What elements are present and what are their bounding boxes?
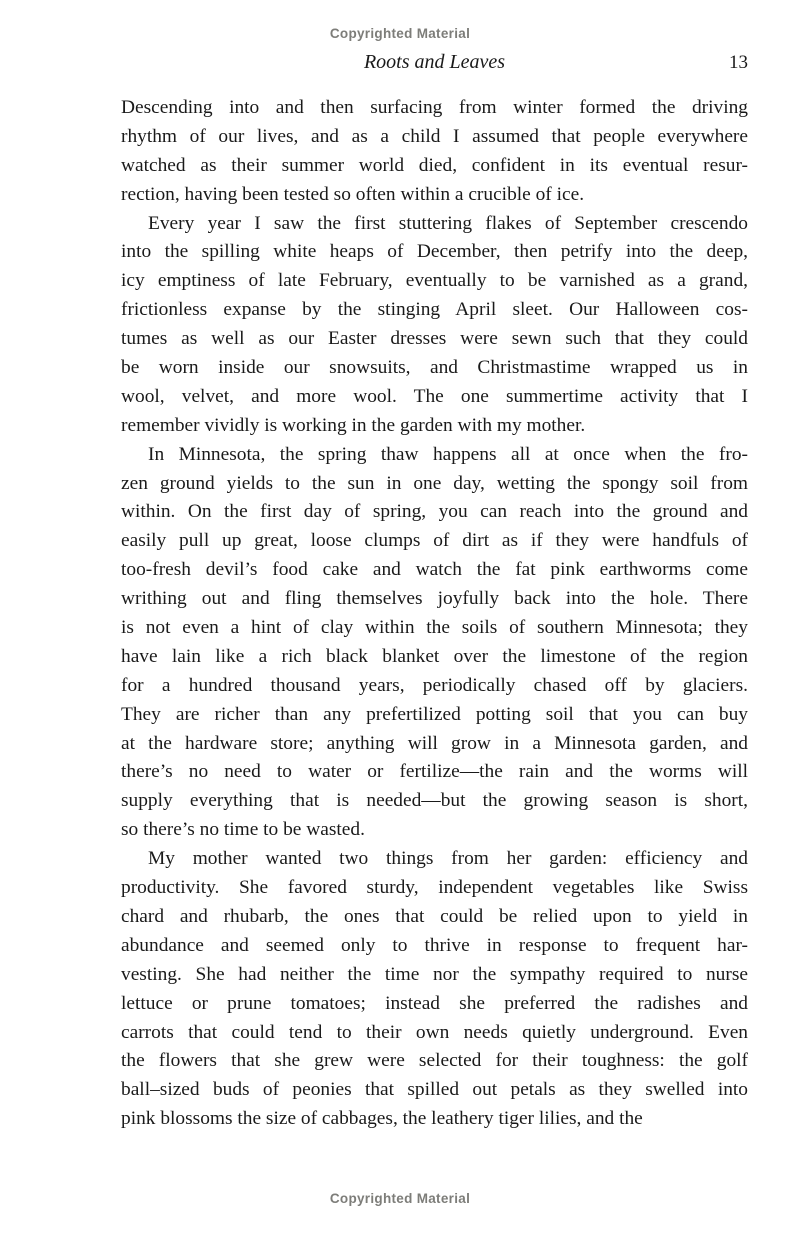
text-line: at the hardware store; anything will grow in a Minnesota garden, and — [121, 732, 748, 754]
text-line: be worn inside our snowsuits, and Christmastime wrapped us in — [121, 357, 748, 379]
paragraph — [121, 94, 748, 210]
text-line: easily pull up great, loose clumps of dirt as if they were handfuls of — [121, 530, 748, 552]
text-line: is not even a hint of clay within the soils of southern Minnesota; they — [121, 617, 748, 639]
text-line: tumes as well as our Easter dresses were sewn such that they could — [121, 328, 748, 350]
text-line: Every year I saw the first stuttering flakes of September crescendo — [148, 212, 748, 234]
text-line: rection, having been tested so often within a crucible of ice. — [121, 183, 585, 205]
text-line: pink blossoms the size of cabbages, the leathery tiger lilies, and the — [121, 1108, 643, 1130]
text-line: so there’s no time to be wasted. — [121, 819, 365, 841]
text-line: the flowers that she grew were selected for their toughness: the golf — [121, 1050, 748, 1072]
copyright-notice-top: Copyrighted Material — [329, 26, 471, 41]
text-line: supply everything that is needed—but the growing season is short, — [121, 790, 748, 812]
text-line: remember vividly is working in the garden with my mother. — [121, 414, 586, 436]
text-line: there’s no need to water or fertilize—the rain and the worms will — [121, 761, 748, 783]
text-line: into the spilling white heaps of December, then petrify into the deep, — [121, 241, 748, 263]
text-line: chard and rhubarb, the ones that could be relied upon to yield in — [121, 905, 748, 927]
text-line: In Minnesota, the spring thaw happens all at once when the fro- — [148, 443, 748, 465]
paragraph — [121, 845, 748, 1134]
paragraph — [121, 441, 748, 845]
running-head — [121, 51, 748, 77]
text-line: frictionless expanse by the stinging April sleet. Our Halloween cos- — [121, 299, 748, 321]
text-line: Descending into and then surfacing from winter formed the driving — [121, 97, 748, 118]
text-line: zen ground yields to the sun in one day, wetting the spongy soil from — [121, 472, 748, 494]
text-line: icy emptiness of late February, eventually to be varnished as a grand, — [121, 270, 748, 292]
text-line: writhing out and fling themselves joyfully back into the hole. There — [121, 588, 748, 610]
text-line: My mother wanted two things from her garden: efficiency and — [148, 848, 748, 870]
text-line: vesting. She had neither the time nor the sympathy required to nurse — [121, 963, 748, 985]
text-line: for a hundred thousand years, periodically chased off by glaciers. — [121, 674, 748, 696]
copyright-notice-bottom: Copyrighted Material — [329, 1191, 471, 1206]
text-line: watched as their summer world died, confident in its eventual resur- — [121, 154, 748, 176]
text-line: have lain like a rich black blanket over the limestone of the region — [121, 645, 748, 667]
page-number: 13 — [729, 52, 748, 73]
running-head-title: Roots and Leaves — [363, 51, 506, 73]
text-line: lettuce or prune tomatoes; instead she preferred the radishes and — [121, 992, 748, 1014]
text-line: They are richer than any prefertilized potting soil that you can buy — [121, 703, 748, 725]
text-line: rhythm of our lives, and as a child I assumed that people everywhere — [121, 125, 748, 147]
text-line: too-fresh devil’s food cake and watch the fat pink earthworms come — [121, 559, 748, 581]
text-line: abundance and seemed only to thrive in response to frequent har- — [121, 934, 748, 956]
text-line: wool, velvet, and more wool. The one summertime activity that I — [121, 385, 748, 407]
text-line: productivity. She favored sturdy, independent vegetables like Swiss — [121, 877, 748, 899]
text-line: within. On the first day of spring, you can reach into the ground and — [121, 501, 748, 523]
paragraph — [121, 210, 748, 441]
text-line: ball–sized buds of peonies that spilled out petals as they swelled into — [121, 1079, 748, 1101]
body-text — [121, 94, 748, 1134]
text-line: carrots that could tend to their own needs quietly underground. Even — [121, 1021, 748, 1043]
